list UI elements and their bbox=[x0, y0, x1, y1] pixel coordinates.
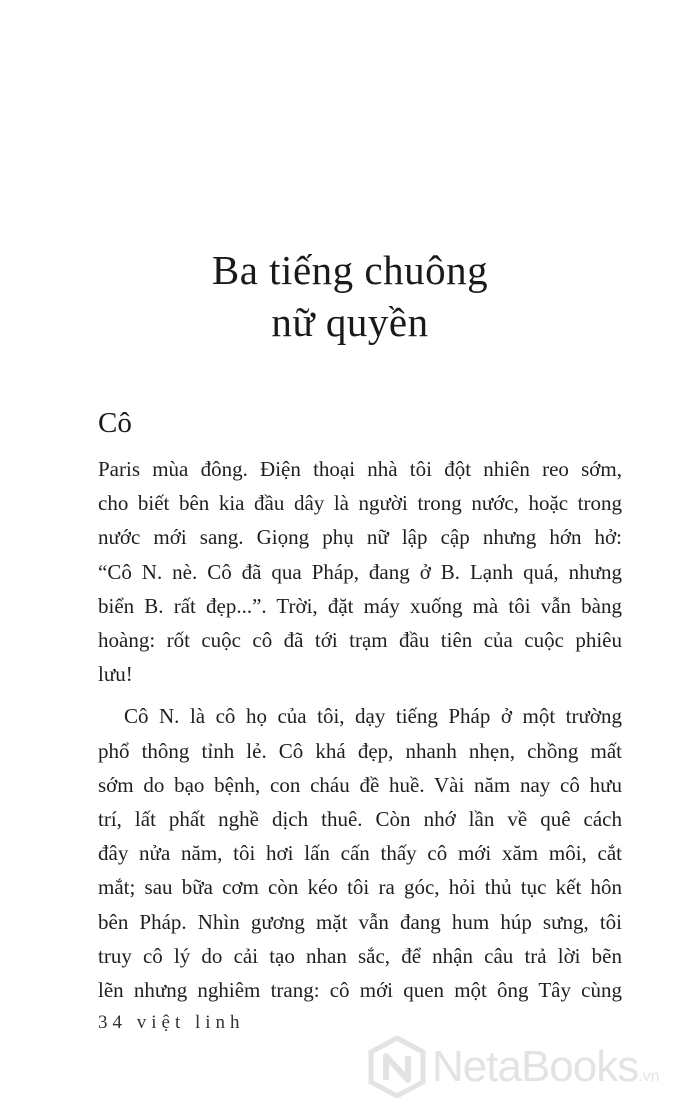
text-line: Paris mùa đông. Điện thoại nhà tôi đột nhiên reo sớm, bbox=[98, 457, 622, 481]
section-heading: Cô bbox=[98, 407, 132, 439]
body-text bbox=[98, 452, 622, 1007]
watermark-brand: NetaBooks.vn bbox=[432, 1042, 660, 1091]
text-line: đây nửa năm, tôi hơi lấn cấn thấy cô mới xăm môi, cắt bbox=[98, 841, 622, 866]
text-line: bên Pháp. Nhìn gương mặt vẫn đang hum húp sưng, tôi bbox=[98, 909, 622, 934]
chapter-title-line-1: Ba tiếng chuông bbox=[211, 247, 489, 293]
text-line: nước mới sang. Giọng phụ nữ lập cập nhưng hớn hở: bbox=[98, 525, 622, 550]
text-line: “Cô N. nè. Cô đã qua Pháp, đang ở B. Lạnh quá, nhưng bbox=[98, 559, 622, 584]
watermark-suffix: .vn bbox=[638, 1068, 660, 1085]
text-line: biển B. rất đẹp...”. Trời, đặt máy xuống mà tôi vẫn bàng bbox=[98, 593, 622, 618]
text-line: lẽn nhưng nghiêm trang: cô mới quen một ông Tây cùng bbox=[98, 978, 622, 1003]
text-line: phổ thông tỉnh lẻ. Cô khá đẹp, nhanh nhẹn, chồng mất bbox=[98, 738, 622, 763]
text-line: mắt; sau bữa cơm còn kéo tôi ra góc, hỏi thủ tục kết hôn bbox=[98, 875, 622, 900]
text-line: trí, lất phất nghề dịch thuê. Còn nhớ lần về quê cách bbox=[98, 807, 622, 832]
text-line: lưu! bbox=[98, 662, 133, 687]
paragraph-gap bbox=[98, 691, 622, 699]
text-line: sớm do bạo bệnh, con cháu đề huề. Vài năm nay cô hưu bbox=[98, 772, 622, 797]
chapter-title-line-2: nữ quyền bbox=[271, 299, 429, 345]
text-line: Cô N. là cô họ của tôi, dạy tiếng Pháp ở một trường bbox=[124, 704, 622, 729]
watermark bbox=[368, 1034, 660, 1100]
footer-author: việt linh bbox=[136, 1012, 245, 1033]
text-line: truy cô lý do cải tạo nhan sắc, để nhận câu trả lời bẽn bbox=[98, 943, 622, 968]
text-line: hoàng: rốt cuộc cô đã tới trạm đầu tiên của cuộc phiêu bbox=[98, 628, 622, 653]
text-line: cho biết bên kia đầu dây là người trong nước, hoặc trong bbox=[98, 491, 622, 516]
page-number: 34 bbox=[98, 1012, 127, 1033]
running-footer bbox=[98, 1012, 245, 1034]
chapter-title bbox=[0, 244, 700, 348]
netabooks-logo-icon bbox=[368, 1036, 426, 1098]
